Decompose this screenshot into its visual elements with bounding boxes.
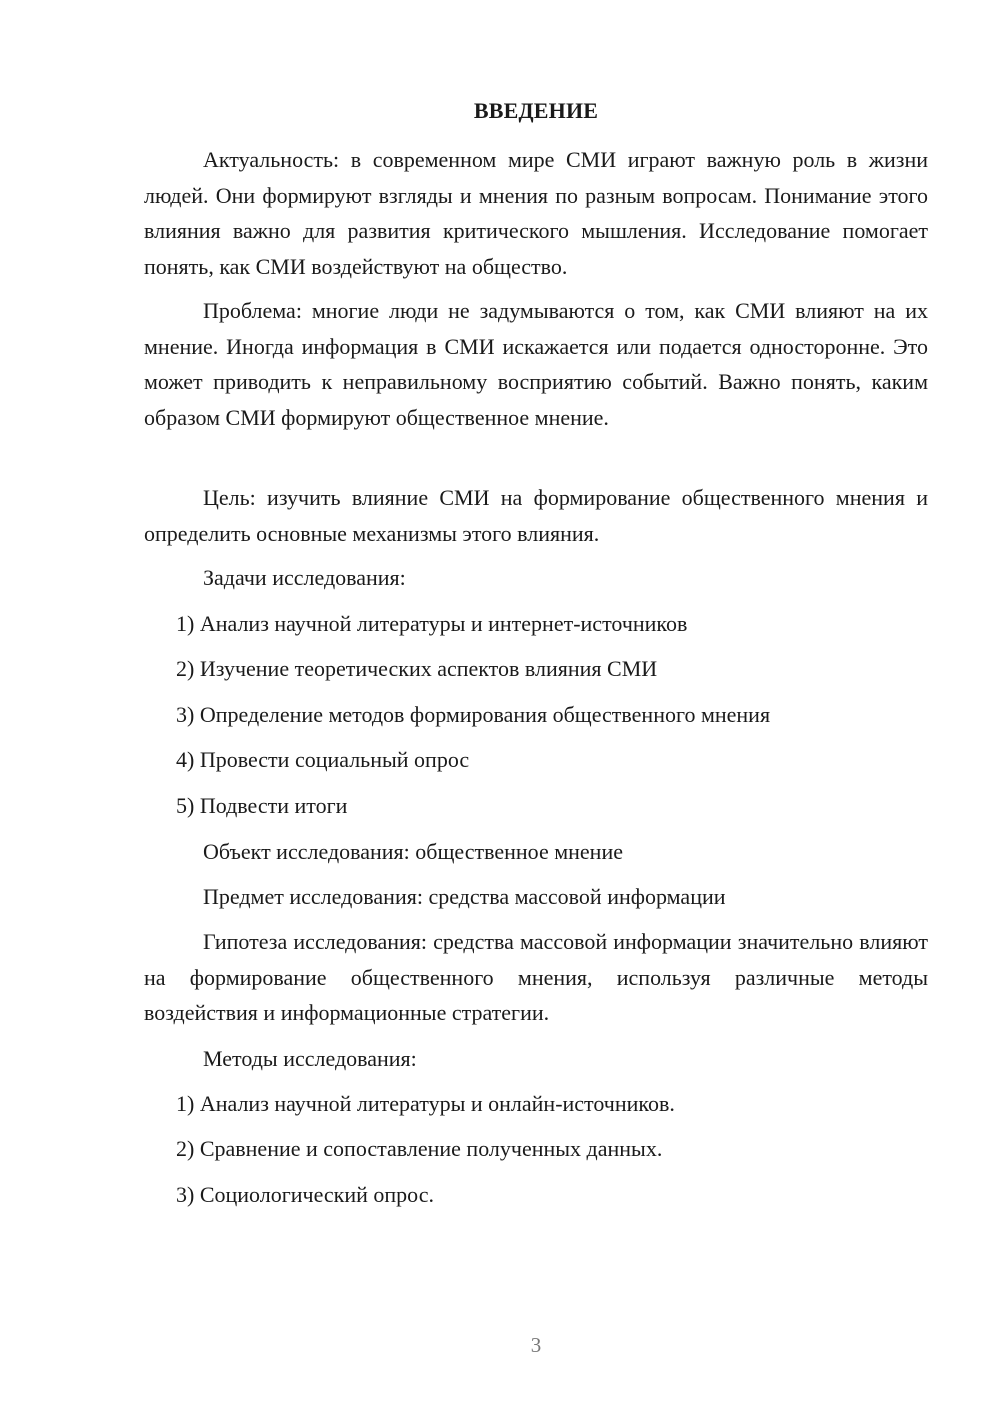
problem-paragraph: Проблема: многие люди не задумываются о том, как СМИ влияют на их мнение. Иногда информация в СМИ искажается или подается односторонне. Это может приводить к неправильному восприятию событий. Важно понять, каким образом СМИ формируют общественное мнение.	[144, 298, 928, 430]
task-item-4: 4) Провести социальный опрос	[176, 747, 470, 772]
task-item-2: 2) Изучение теоретических аспектов влияния СМИ	[176, 656, 658, 681]
goal-paragraph: Цель: изучить влияние СМИ на формирование общественного мнения и определить основные механизмы этого влияния.	[144, 485, 928, 546]
research-object: Объект исследования: общественное мнение	[203, 839, 623, 864]
task-item-5: 5) Подвести итоги	[176, 793, 348, 818]
page-title: ВВЕДЕНИЕ	[473, 98, 599, 123]
page-number: 3	[530, 1333, 542, 1357]
task-item-1: 1) Анализ научной литературы и интернет-источников	[176, 611, 688, 636]
method-item-1: 1) Анализ научной литературы и онлайн-источников.	[176, 1091, 675, 1116]
method-item-2: 2) Сравнение и сопоставление полученных данных.	[176, 1136, 663, 1161]
hypothesis-paragraph: Гипотеза исследования: средства массовой информации значительно влияют на формирование общественного мнения, используя различные методы воздействия и информационные стратегии.	[144, 929, 928, 1025]
tasks-heading: Задачи исследования:	[203, 565, 406, 590]
methods-heading: Методы исследования:	[203, 1046, 417, 1071]
task-item-3: 3) Определение методов формирования общественного мнения	[176, 702, 771, 727]
relevance-paragraph: Актуальность: в современном мире СМИ играют важную роль в жизни людей. Они формируют взгляды и мнения по разным вопросам. Понимание этого влияния важно для развития критического мышления. Исследование помогает понять, как СМИ воздействуют на общество.	[144, 147, 928, 279]
method-item-3: 3) Социологический опрос.	[176, 1182, 434, 1207]
research-subject: Предмет исследования: средства массовой информации	[203, 884, 726, 909]
